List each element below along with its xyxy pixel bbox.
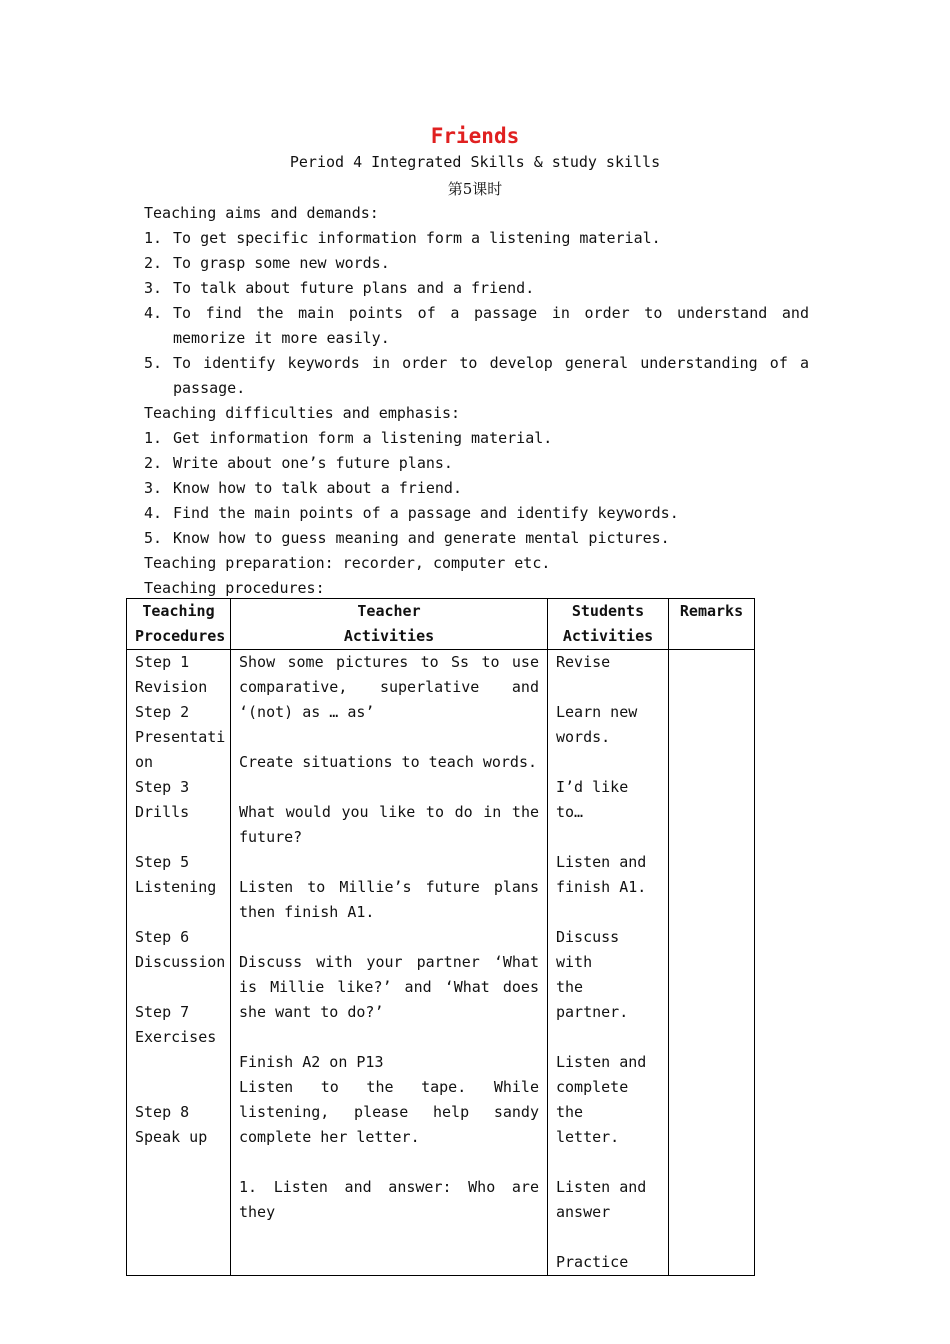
aim-item (144, 226, 809, 251)
difficulty-item-text: Find the main points of a passage and identify keywords. (173, 504, 679, 522)
procedures-heading: Teaching procedures: (144, 579, 325, 597)
remarks-cell (669, 650, 755, 1276)
difficulty-item-number: 3. (144, 479, 163, 497)
difficulty-item-text: Know how to talk about a friend. (173, 479, 462, 497)
difficulty-item-text: Know how to guess meaning and generate mental pictures. (173, 529, 670, 547)
aims-heading: Teaching aims and demands: (144, 204, 379, 222)
difficulty-item-text: Write about one’s future plans. (173, 454, 453, 472)
aim-item (144, 301, 809, 351)
document-body (144, 201, 809, 601)
document-title: Friends (430, 124, 520, 148)
difficulty-item (144, 426, 809, 451)
difficulty-item (144, 476, 809, 501)
aim-item-text: To identify keywords in order to develop general understanding of a passage. (173, 354, 809, 397)
aim-item-number: 2. (144, 254, 163, 272)
aim-item (144, 251, 809, 276)
aim-item-number: 4. (144, 304, 163, 322)
aim-item-text: To find the main points of a passage in order to understand and memorize it more easily. (173, 304, 809, 347)
procedures-table (126, 598, 755, 1276)
header-students: Students Activities (548, 599, 669, 650)
header-teacher: Teacher Activities (231, 599, 548, 650)
teacher-cell: Show some pictures to Ss to use comparative, superlative and ‘(not) as … as’ Create situations to teach words. What would you like to do in the future? Listen to Millie’s future plans then finish A1. Discuss with your partner ‘What is Millie like?’ and ‘What does she want to do?’ Finish A2 on P13 Listen to the tape. While listening, please help sandy complete her letter. 1. Listen and answer: Who are they (231, 650, 548, 1276)
table-row (127, 650, 755, 1276)
header-remarks: Remarks (669, 599, 755, 650)
document-subtitle: Period 4 Integrated Skills & study skills (289, 153, 661, 171)
lesson-number: 第5课时 (447, 180, 503, 198)
difficulty-item (144, 526, 809, 551)
difficulty-item-text: Get information form a listening material. (173, 429, 553, 447)
aim-item-number: 5. (144, 354, 163, 372)
difficulty-item-number: 4. (144, 504, 163, 522)
difficulties-heading: Teaching difficulties and emphasis: (144, 404, 461, 422)
difficulty-item-number: 2. (144, 454, 163, 472)
aim-item (144, 351, 809, 401)
students-cell: Revise Learn new words. I’d like to… Listen and finish A1. Discuss with the partner. Listen and complete the letter. Listen and answer Practice (548, 650, 669, 1276)
difficulties-list (144, 426, 809, 551)
aim-item-number: 3. (144, 279, 163, 297)
aim-item-text: To get specific information form a listening material. (173, 229, 661, 247)
aim-item-text: To talk about future plans and a friend. (173, 279, 535, 297)
difficulty-item-number: 5. (144, 529, 163, 547)
difficulty-item (144, 451, 809, 476)
difficulty-item (144, 501, 809, 526)
difficulty-item-number: 1. (144, 429, 163, 447)
preparation-line: Teaching preparation: recorder, computer etc. (144, 554, 551, 572)
table-header-row (127, 599, 755, 650)
aim-item (144, 276, 809, 301)
procedures-cell: Step 1 Revision Step 2 Presentati on Step 3 Drills Step 5 Listening Step 6 Discussion Step 7 Exercises Step 8 Speak up (127, 650, 231, 1276)
aim-item-text: To grasp some new words. (173, 254, 390, 272)
aims-list (144, 226, 809, 401)
header-procedures: Teaching Procedures (127, 599, 231, 650)
aim-item-number: 1. (144, 229, 163, 247)
